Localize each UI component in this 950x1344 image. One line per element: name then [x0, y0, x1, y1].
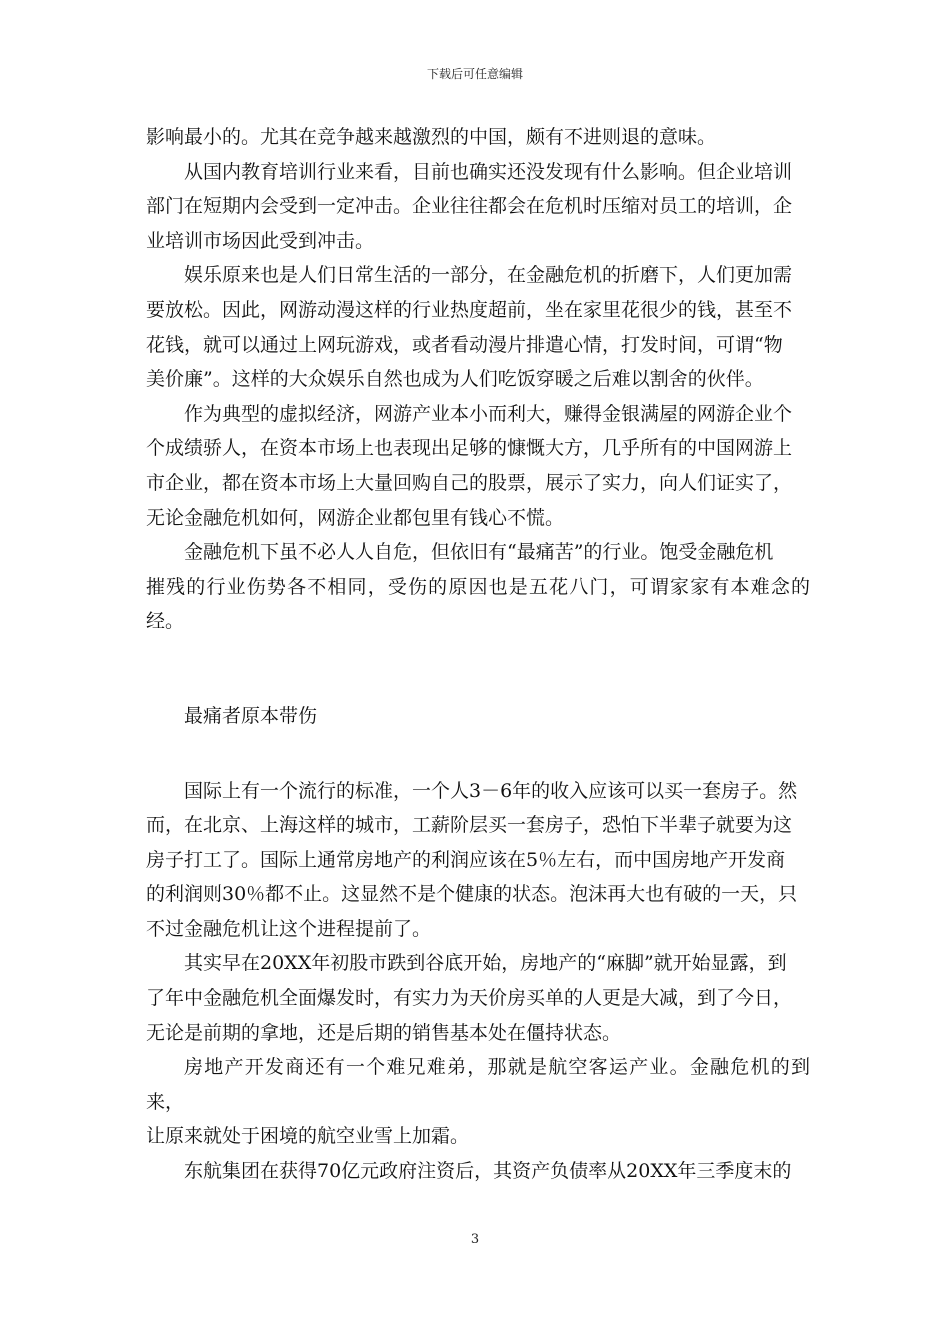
- document-body: [146, 120, 810, 1189]
- paragraph-online-games: 作为典型的虚拟经济，网游产业本小而利大，赚得金银满屋的网游企业个 个成绩骄人，在资本市场上也表现出足够的慷慨大方，几乎所有的中国网游上 市企业，都在资本市场上大量回购自己的股票，展示了实力，向人们证实了， 无论金融危机如何，网游企业都包里有钱心不慌。: [146, 402, 793, 529]
- paragraph-china-eastern: 东航集团在获得70亿元政府注资后，其资产负债率从20XX年三季度末的: [184, 1160, 792, 1183]
- paragraph-education: 从国内教育培训行业来看，目前也确实还没发现有什么影响。但企业培训 部门在短期内会受到一定冲击。企业往往都会在危机时压缩对员工的培训，企 业培训市场因此受到冲击。: [146, 160, 793, 252]
- paragraph-continuation: 影响最小的。尤其在竞争越来越激烈的中国，颇有不进则退的意味。: [146, 126, 717, 148]
- paragraph-most-painful: 金融危机下虽不必人人自危，但依旧有“最痛苦”的行业。饱受金融危机 摧残的行业伤势各不相同，受伤的原因也是五花八门，可谓家家有本难念的经。: [146, 541, 810, 633]
- paragraph-aviation: 房地产开发商还有一个难兄难弟，那就是航空客运产业。金融危机的到来， 让原来就处于困境的航空业雪上加霜。: [146, 1056, 810, 1148]
- paragraph-entertainment: 娱乐原来也是人们日常生活的一部分，在金融危机的折磨下，人们更加需 要放松。因此，网游动漫这样的行业热度超前，坐在家里花很少的钱，甚至不 花钱，就可以通过上网玩游戏，或者看动漫片排遣心情，打发时间，可谓“物 美价廉”。这样的大众娱乐自然也成为人们吃饭穿暖之后难以割舍的伙伴。: [146, 264, 793, 391]
- page-header: 下载后可任意编辑: [426, 67, 523, 81]
- spacer: [146, 639, 810, 699]
- paragraph-housing-standard: 国际上有一个流行的标准，一个人3－6年的收入应该可以买一套房子。然 而，在北京、上海这样的城市，工薪阶层买一套房子，恐怕下半辈子就要为这 房子打工了。国际上通常房地产的利润应该在5％左右，而中国房地产开发商 的利润则30％都不止。这显然不是个健康的状态。泡沫再大也有破的一天，只 不过金融危机让这个进程提前了。: [146, 779, 798, 940]
- section-heading: 最痛者原本带伤: [184, 704, 318, 727]
- page-number: 3: [470, 1232, 480, 1247]
- spacer: [146, 734, 810, 774]
- paragraph-real-estate: 其实早在20XX年初股市跌到谷底开始，房地产的“麻脚”就开始显露，到 了年中金融危机全面爆发时，有实力为天价房买单的人更是大减，到了今日， 无论是前期的拿地，还是后期的销售基本处在僵持状态。: [146, 952, 793, 1044]
